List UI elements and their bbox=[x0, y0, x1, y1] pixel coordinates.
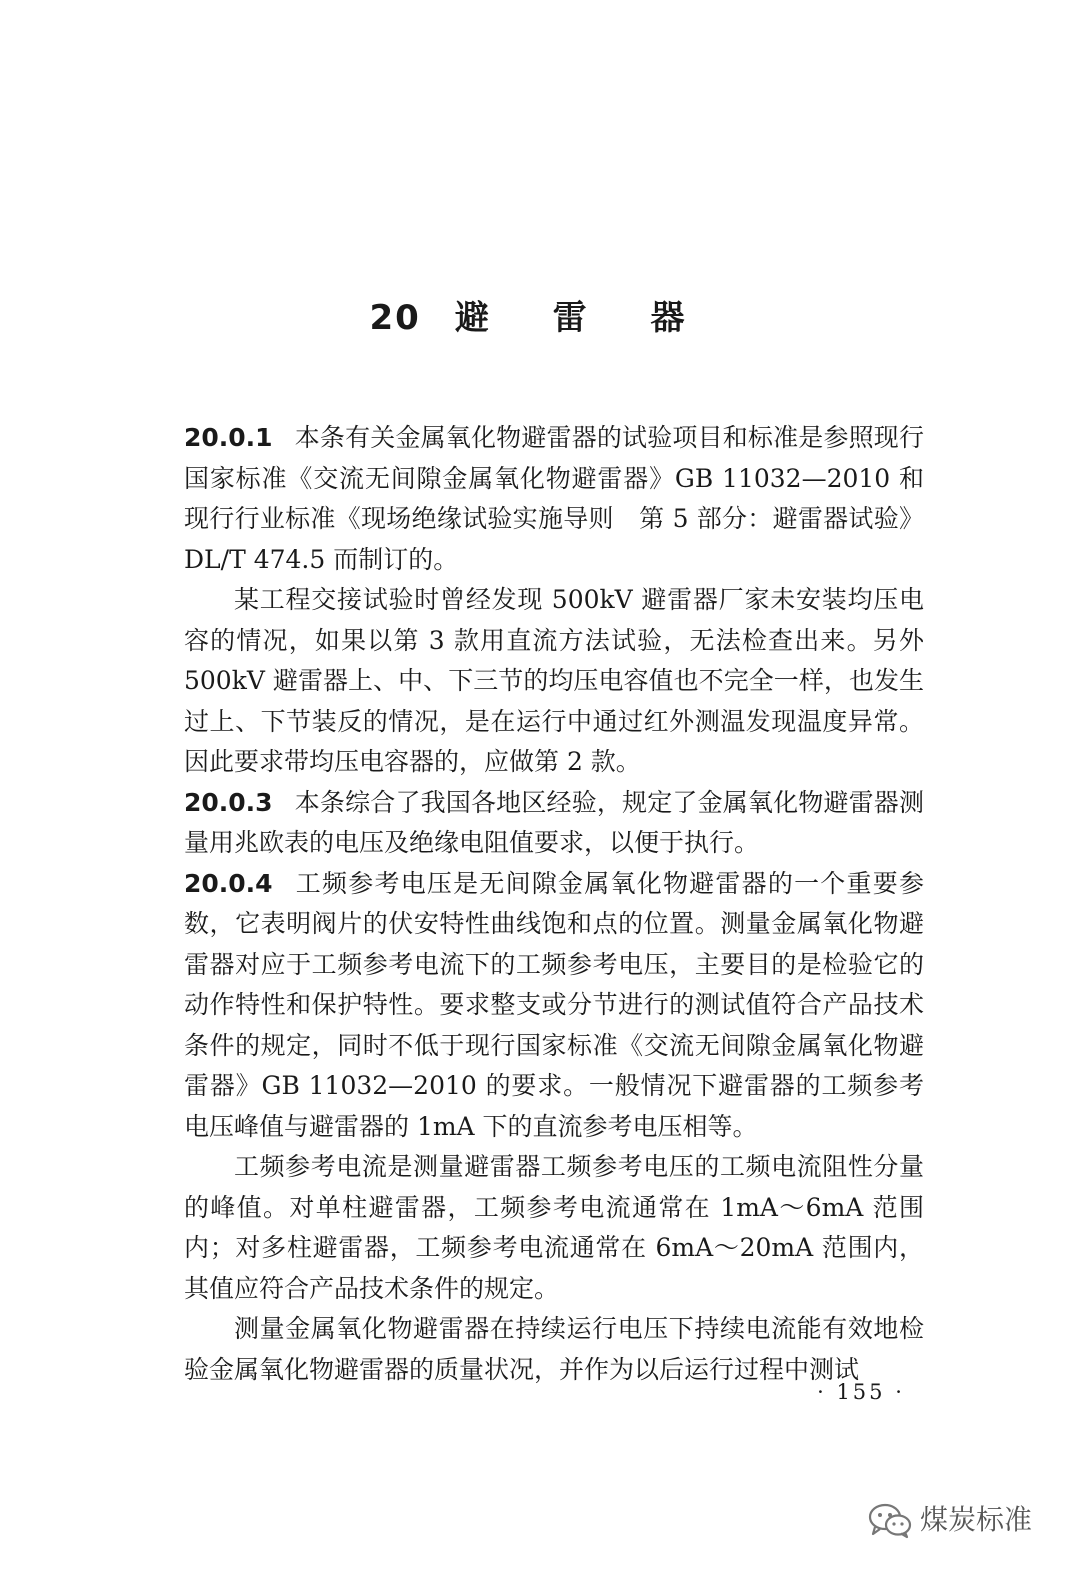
chapter-number: 20 bbox=[369, 298, 421, 338]
chapter-name: 避 雷 器 bbox=[454, 298, 711, 338]
watermark bbox=[866, 1500, 1032, 1540]
paragraph-text: 工频参考电压是无间隙金属氧化物避雷器的一个重要参数，它表明阀片的伏安特性曲线饱和点的位置。测量金属氧化物避雷器对应于工频参考电流下的工频参考电压，主要目的是检验它的动作特性和保护特性。要求整支或分节进行的测试值符合产品技术条件的规定，同时不低于现行国家标准《交流无间隙金属氧化物避雷器》GB 11032—2010 的要求。一般情况下避雷器的工频参考电压峰值与避雷器的 1mA 下的直流参考电压相等。 bbox=[184, 868, 924, 1141]
paragraph-20-0-4 bbox=[184, 864, 924, 1148]
paragraph bbox=[184, 1309, 924, 1390]
paragraph bbox=[184, 580, 924, 783]
clause-number: 20.0.1 bbox=[184, 423, 273, 452]
wechat-icon bbox=[866, 1500, 914, 1540]
clause-number: 20.0.4 bbox=[184, 868, 273, 898]
clause-number: 20.0.3 bbox=[184, 787, 273, 817]
paragraph-20-0-1 bbox=[184, 418, 924, 580]
paragraph-text: 某工程交接试验时曾经发现 500kV 避雷器厂家未安装均压电容的情况，如果以第 3 款用直流方法试验，无法检查出来。另外 500kV 避雷器上、中、下三节的均压电容值也不完全一样，也发生过上、下节装反的情况，是在运行中通过红外测温发现温度异常。因此要求带均压电容器的，应做第 2 款。 bbox=[184, 585, 924, 776]
paragraph-text: 本条综合了我国各地区经验，规定了金属氧化物避雷器测量用兆欧表的电压及绝缘电阻值要求，以便于执行。 bbox=[184, 787, 924, 857]
paragraph-text: 测量金属氧化物避雷器在持续运行电压下持续电流能有效地检验金属氧化物避雷器的质量状况，并作为以后运行过程中测试 bbox=[184, 1314, 924, 1384]
page-number: · 155 · bbox=[817, 1380, 905, 1404]
chapter-title bbox=[0, 292, 1080, 344]
paragraph-text: 工频参考电流是测量避雷器工频参考电压的工频电流阻性分量的峰值。对单柱避雷器，工频参考电流通常在 1mA～6mA 范围内；对多柱避雷器，工频参考电流通常在 6mA～20mA 范围内，其值应符合产品技术条件的规定。 bbox=[184, 1152, 924, 1303]
body-text bbox=[184, 418, 924, 1390]
paragraph bbox=[184, 1147, 924, 1309]
watermark-text: 煤炭标准 bbox=[920, 1503, 1033, 1536]
paragraph-text: 本条有关金属氧化物避雷器的试验项目和标准是参照现行国家标准《交流无间隙金属氧化物避雷器》GB 11032—2010 和现行行业标准《现场绝缘试验实施导则 第 5 部分：避雷器试验》DL/T 474.5 而制订的。 bbox=[184, 423, 924, 574]
paragraph-20-0-3 bbox=[184, 783, 924, 864]
